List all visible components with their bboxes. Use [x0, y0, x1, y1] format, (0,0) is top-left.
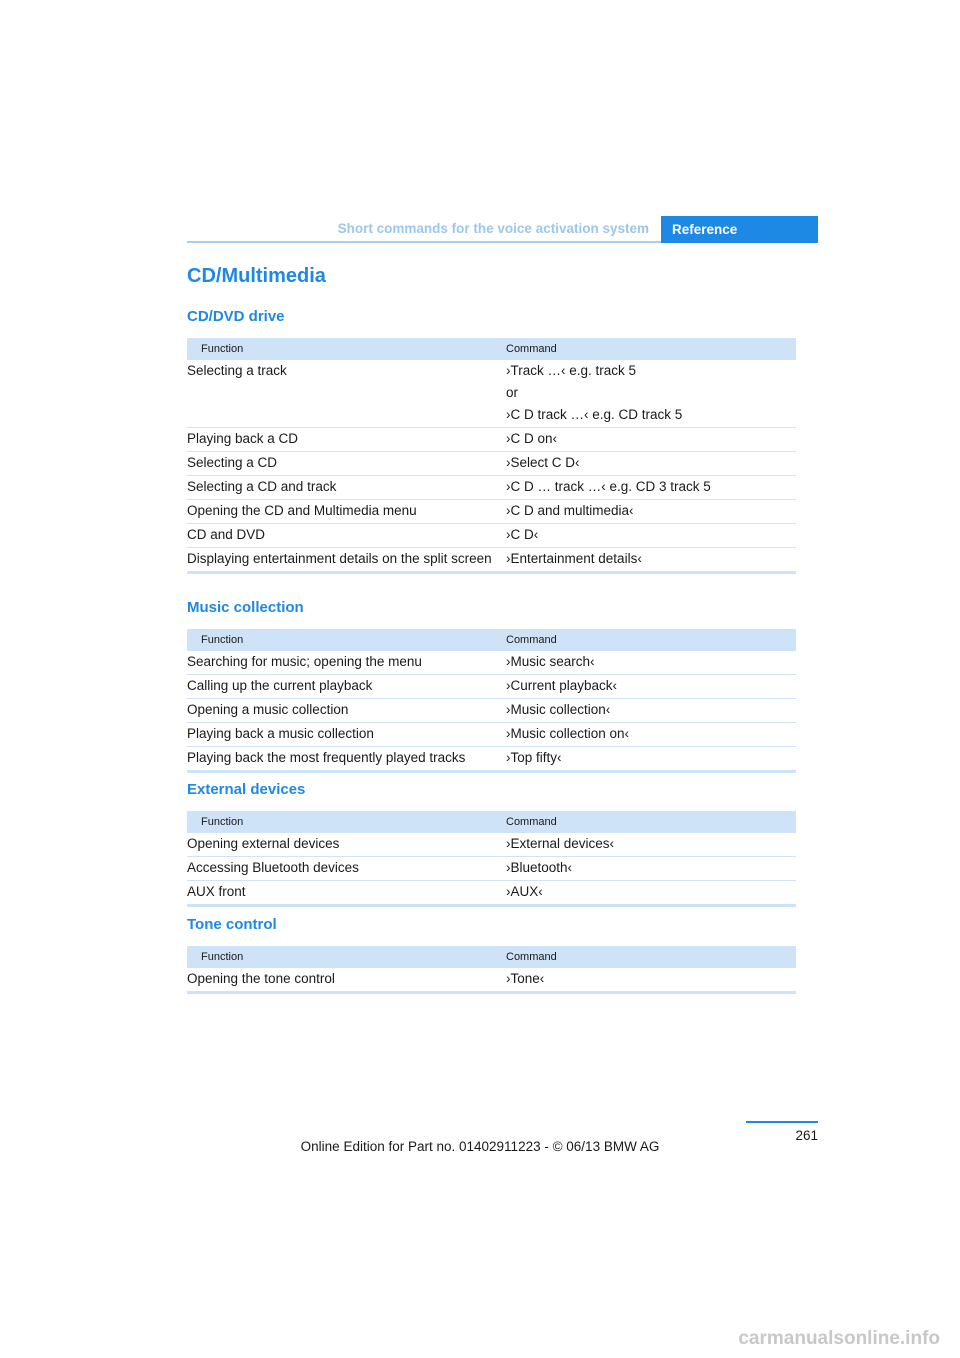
footer-divider [746, 1121, 818, 1123]
table-row [187, 857, 796, 881]
command-text: ›C D … track …‹ e.g. CD 3 track 5 [506, 479, 711, 494]
function-cell: Calling up the current playback [187, 678, 373, 693]
table-row [187, 723, 796, 747]
column-header-function: Function [201, 343, 244, 355]
command-cell [506, 725, 796, 743]
column-header-command: Command [506, 951, 557, 963]
table-row [187, 968, 796, 994]
command-text: ›Track …‹ e.g. track 5 [506, 363, 637, 378]
function-cell: AUX front [187, 884, 246, 899]
section-cd-dvd-drive [187, 308, 796, 574]
table-row [187, 548, 796, 574]
function-cell: Playing back the most frequently played tracks [187, 750, 466, 765]
running-header-title: Short commands for the voice activation system [337, 221, 649, 236]
command-cell [506, 502, 796, 520]
table-row [187, 833, 796, 857]
function-cell: Opening the tone control [187, 971, 335, 986]
command-cell [506, 859, 796, 877]
command-cell [506, 749, 796, 767]
table-header [187, 338, 796, 360]
command-text: ›Music search‹ [506, 654, 595, 669]
command-cell [506, 526, 796, 544]
command-text: ›C D track …‹ e.g. CD track 5 [506, 407, 683, 422]
table-row [187, 651, 796, 675]
command-text: ›Select C D‹ [506, 455, 580, 470]
watermark-text: carmanualsonline.info [738, 1328, 940, 1349]
function-cell: Selecting a CD and track [187, 479, 337, 494]
command-cell [506, 970, 796, 988]
command-cell [506, 478, 796, 496]
table-row [187, 675, 796, 699]
section-music-collection [187, 599, 796, 773]
column-header-function: Function [201, 951, 244, 963]
table-row [187, 500, 796, 524]
table-row [187, 360, 796, 428]
column-header-function: Function [201, 816, 244, 828]
table-row [187, 699, 796, 723]
command-text: ›Current playback‹ [506, 678, 618, 693]
command-cell [506, 550, 796, 568]
header-divider [187, 241, 661, 243]
table-header [187, 629, 796, 651]
command-text: ›C D on‹ [506, 431, 558, 446]
column-header-command: Command [506, 634, 557, 646]
command-text: ›C D‹ [506, 527, 539, 542]
section-heading: CD/DVD drive [187, 308, 285, 325]
page-number: 261 [795, 1128, 818, 1143]
section-external-devices [187, 781, 796, 907]
column-header-function: Function [201, 634, 244, 646]
table-row [187, 747, 796, 773]
column-header-command: Command [506, 816, 557, 828]
command-text: ›AUX‹ [506, 884, 543, 899]
command-text: ›Tone‹ [506, 971, 545, 986]
table-row [187, 452, 796, 476]
column-header-command: Command [506, 343, 557, 355]
table-header [187, 946, 796, 968]
section-tab-reference: Reference [661, 216, 818, 243]
section-heading: External devices [187, 781, 306, 798]
command-cell [506, 677, 796, 695]
function-cell: Searching for music; opening the menu [187, 654, 422, 669]
command-text: ›Music collection‹ [506, 702, 611, 717]
command-text: ›Top fifty‹ [506, 750, 562, 765]
function-cell: Playing back a CD [187, 431, 299, 446]
edition-notice: Online Edition for Part no. 01402911223 - © 06/13 BMW AG [300, 1139, 660, 1154]
section-heading: Tone control [187, 916, 277, 933]
command-cell [506, 835, 796, 853]
function-cell: Opening the CD and Multimedia menu [187, 503, 417, 518]
table-row [187, 524, 796, 548]
table-row [187, 428, 796, 452]
command-cell [506, 883, 796, 901]
table-header [187, 811, 796, 833]
command-text: ›Entertainment details‹ [506, 551, 642, 566]
command-text: ›Bluetooth‹ [506, 860, 573, 875]
command-cell [506, 701, 796, 719]
command-cell [506, 454, 796, 472]
section-tone-control [187, 916, 796, 994]
function-cell: Selecting a CD [187, 455, 278, 470]
table-row [187, 881, 796, 907]
section-heading: Music collection [187, 599, 304, 616]
command-cell [506, 653, 796, 671]
function-cell: Accessing Bluetooth devices [187, 860, 359, 875]
command-text: or [506, 385, 519, 400]
command-cell [506, 430, 796, 448]
function-cell: Selecting a track [187, 363, 287, 378]
function-cell: Playing back a music collection [187, 726, 374, 741]
function-cell: Displaying entertainment details on the split screen [187, 551, 492, 566]
command-text: ›C D and multimedia‹ [506, 503, 634, 518]
function-cell: Opening external devices [187, 836, 340, 851]
command-text: ›Music collection on‹ [506, 726, 630, 741]
command-text: ›External devices‹ [506, 836, 615, 851]
function-cell: CD and DVD [187, 527, 266, 542]
function-cell: Opening a music collection [187, 702, 349, 717]
page-title: CD/Multimedia [187, 265, 326, 287]
command-cell [506, 362, 796, 424]
table-row [187, 476, 796, 500]
